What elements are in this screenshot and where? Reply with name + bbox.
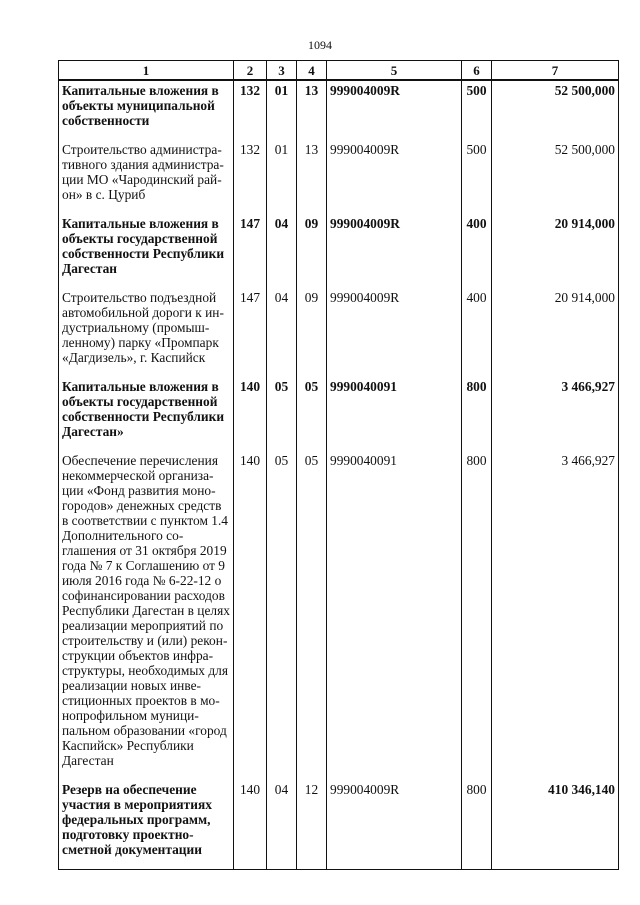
- cell-amount: 20 914,000: [492, 288, 619, 377]
- row-name: Строительство административного здания администрации МО «Чародинский район» в с. Цуриб: [59, 140, 234, 214]
- cell-target-article: 999004009R: [327, 214, 462, 288]
- cell-ministry-code: 140: [234, 377, 267, 451]
- table-row: [59, 214, 619, 288]
- cell-section: 04: [267, 288, 297, 377]
- row-name: Резерв на обеспечение участия в мероприятиях федеральных программ, подготовку проектно-сметной документации: [59, 780, 234, 870]
- column-header-6: 6: [462, 61, 492, 81]
- cell-section: 01: [267, 140, 297, 214]
- cell-amount: 52 500,000: [492, 140, 619, 214]
- cell-subsection: 05: [297, 377, 327, 451]
- cell-ministry-code: 147: [234, 288, 267, 377]
- table-row: [59, 451, 619, 780]
- column-header-3: 3: [267, 61, 297, 81]
- row-name: Капитальные вложения в объекты государственной собственности Республики Дагестан»: [59, 377, 234, 451]
- cell-ministry-code: 140: [234, 780, 267, 870]
- cell-amount: 20 914,000: [492, 214, 619, 288]
- cell-ministry-code: 132: [234, 140, 267, 214]
- cell-amount: 3 466,927: [492, 451, 619, 780]
- cell-subsection: 09: [297, 288, 327, 377]
- row-name: Капитальные вложения в объекты муниципальной собственности: [59, 80, 234, 140]
- cell-target-article: 999004009R: [327, 288, 462, 377]
- cell-target-article: 999004009R: [327, 140, 462, 214]
- column-header-1: 1: [59, 61, 234, 81]
- cell-section: 04: [267, 214, 297, 288]
- column-header-2: 2: [234, 61, 267, 81]
- row-name: Капитальные вложения в объекты государственной собственности Республики Дагестан: [59, 214, 234, 288]
- cell-target-article: 9990040091: [327, 377, 462, 451]
- table-row: [59, 288, 619, 377]
- cell-subsection: 13: [297, 140, 327, 214]
- cell-target-article: 9990040091: [327, 451, 462, 780]
- table-row: [59, 780, 619, 870]
- cell-subsection: 05: [297, 451, 327, 780]
- cell-expense-type: 800: [462, 780, 492, 870]
- column-header-7: 7: [492, 61, 619, 81]
- table-row: [59, 80, 619, 140]
- cell-ministry-code: 147: [234, 214, 267, 288]
- cell-subsection: 12: [297, 780, 327, 870]
- table-row: [59, 377, 619, 451]
- cell-subsection: 09: [297, 214, 327, 288]
- cell-expense-type: 800: [462, 377, 492, 451]
- cell-target-article: 999004009R: [327, 780, 462, 870]
- page-number: 1094: [308, 38, 332, 52]
- cell-expense-type: 400: [462, 214, 492, 288]
- cell-amount: 410 346,140: [492, 780, 619, 870]
- row-name: Обеспечение перечисления некоммерческой организации «Фонд развития моногородов» денежных средств в соответствии с пунктом 1.4 Дополнительного соглашения от 31 октября 2019 года № 7 к Соглашению от 9 июля 2016 года № 6-22-12 о софинансировании расходов Республики Дагестан в целях реализации мероприятий по строительству и (или) реконструкции объектов инфраструктуры, необходимых для реализации новых инвестиционных проектов в монопрофильном муниципальном образовании «город Каспийск» Республики Дагестан: [59, 451, 234, 780]
- cell-section: 04: [267, 780, 297, 870]
- cell-expense-type: 500: [462, 140, 492, 214]
- cell-section: 05: [267, 377, 297, 451]
- budget-table: [58, 60, 619, 870]
- cell-subsection: 13: [297, 80, 327, 140]
- column-header-5: 5: [327, 61, 462, 81]
- table-header-row: [59, 61, 619, 81]
- cell-ministry-code: 140: [234, 451, 267, 780]
- table-row: [59, 140, 619, 214]
- cell-target-article: 999004009R: [327, 80, 462, 140]
- cell-section: 05: [267, 451, 297, 780]
- cell-section: 01: [267, 80, 297, 140]
- column-header-4: 4: [297, 61, 327, 81]
- cell-ministry-code: 132: [234, 80, 267, 140]
- cell-expense-type: 800: [462, 451, 492, 780]
- cell-expense-type: 400: [462, 288, 492, 377]
- cell-expense-type: 500: [462, 80, 492, 140]
- cell-amount: 52 500,000: [492, 80, 619, 140]
- row-name: Строительство подъездной автомобильной дороги к индустриальному (промышленному) парку «Промпарк «Дагдизель», г. Каспийск: [59, 288, 234, 377]
- cell-amount: 3 466,927: [492, 377, 619, 451]
